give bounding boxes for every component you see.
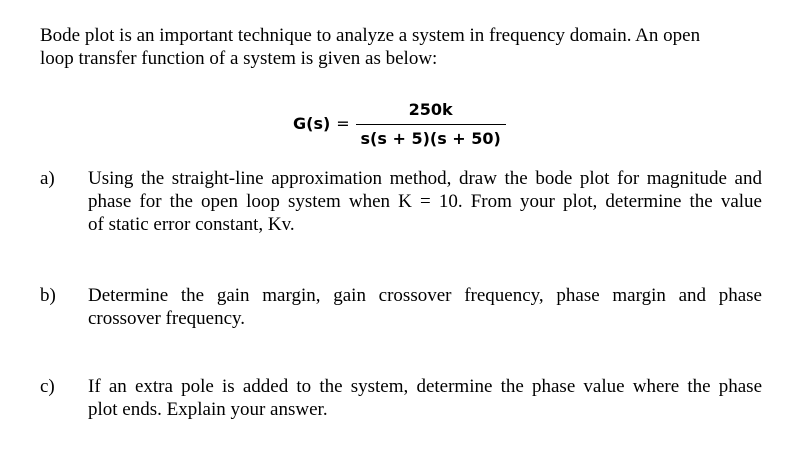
question-line: Determine the gain margin, gain crossover frequency, phase margin and phase — [88, 285, 762, 306]
equals-sign: = — [336, 114, 350, 133]
question-line: crossover frequency. — [88, 308, 246, 329]
question-b — [40, 284, 762, 332]
question-c — [40, 375, 762, 423]
question-text — [88, 167, 762, 236]
fraction-numerator: 250k — [408, 99, 453, 119]
intro-paragraph — [40, 24, 762, 70]
equation-fraction — [356, 100, 506, 149]
question-label: a) — [40, 168, 55, 189]
question-label: b) — [40, 285, 56, 306]
question-line: If an extra pole is added to the system, determine the phase value where the phase — [88, 376, 762, 397]
question-text — [88, 375, 762, 421]
question-line: of static error constant, Kv. — [88, 214, 295, 235]
intro-line-2: loop transfer function of a system is given as below: — [40, 48, 438, 69]
fraction-denominator: s(s + 5)(s + 50) — [360, 128, 501, 148]
question-text — [88, 284, 762, 330]
equation-lhs: G(s) — [293, 114, 331, 133]
intro-line-1: Bode plot is an important technique to analyze a system in frequency domain. An open — [40, 25, 701, 46]
question-label: c) — [40, 376, 55, 397]
transfer-function-equation — [293, 92, 506, 156]
question-line: Using the straight-line approximation method, draw the bode plot for magnitude and — [88, 168, 762, 189]
question-line: phase for the open loop system when K = 10. From your plot, determine the value — [88, 191, 762, 212]
question-line: plot ends. Explain your answer. — [88, 399, 328, 420]
question-a — [40, 167, 762, 239]
